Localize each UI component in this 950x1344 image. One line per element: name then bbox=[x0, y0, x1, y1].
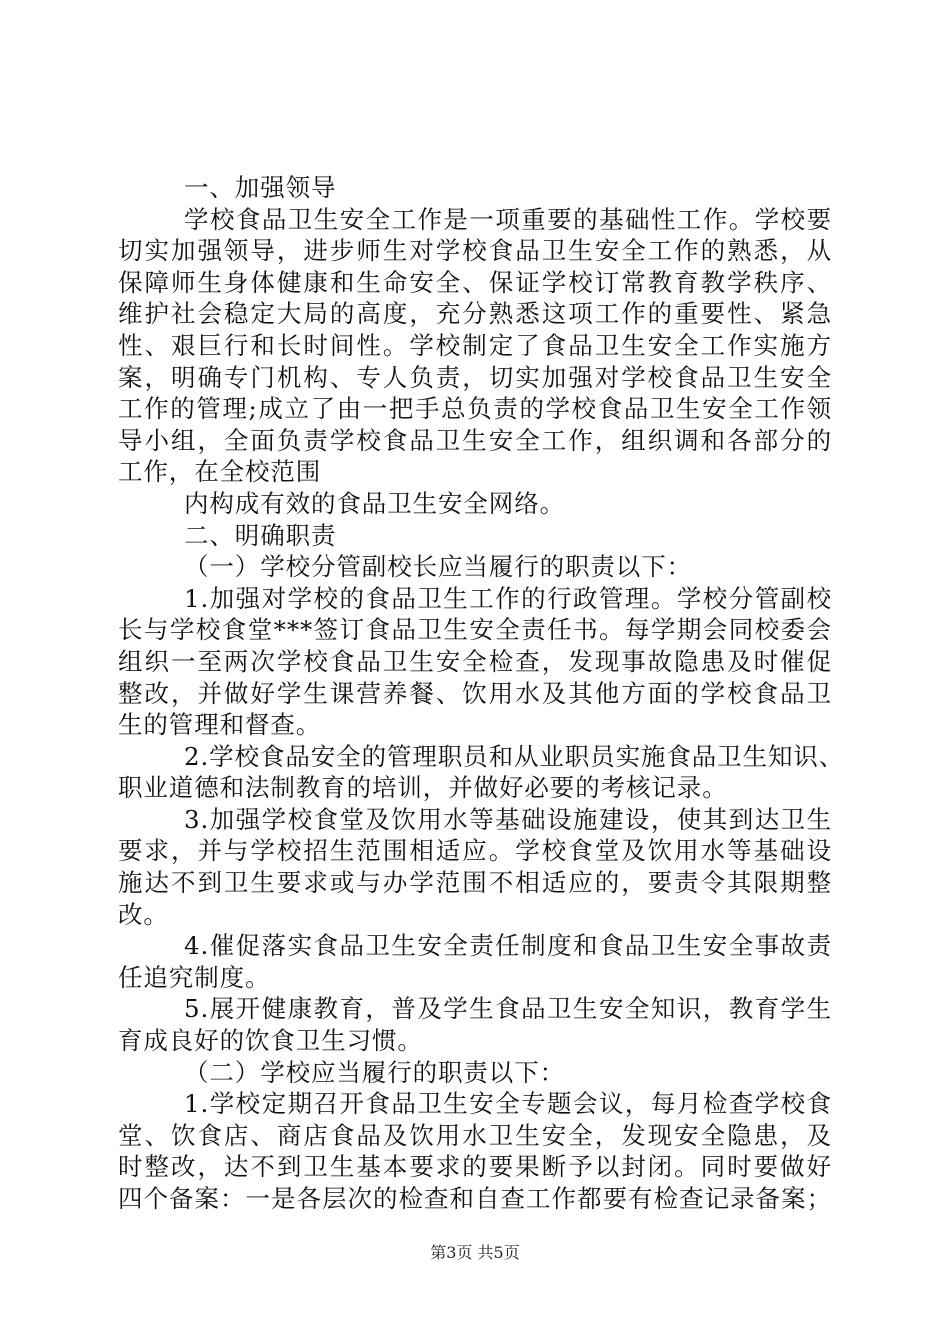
list-item-line: 生的管理和督查。 bbox=[118, 710, 322, 740]
list-item-line: 堂、饮食店、商店食品及饮用水卫生安全，发现安全隐患，及 bbox=[118, 1120, 832, 1150]
list-item-line: 2.学校食品安全的管理职员和从业职员实施食品卫生知识、 bbox=[184, 741, 845, 771]
list-item-line: 任追究制度。 bbox=[118, 962, 271, 992]
paragraph-line: 工作的管理;成立了由一把手总负责的学校食品卫生安全工作领 bbox=[118, 394, 832, 424]
list-item-line: 1.学校定期召开食品卫生安全专题会议，每月检查学校食 bbox=[184, 1089, 832, 1119]
subsection-heading: （一）学校分管副校长应当履行的职责以下： bbox=[184, 552, 692, 582]
paragraph-line: 保障师生身体健康和生命安全、保证学校订常教育教学秩序、 bbox=[118, 267, 832, 297]
section-heading: 一、加强领导 bbox=[184, 173, 337, 202]
paragraph-line: 案，明确专门机构、专人负责，切实加强对学校食品卫生安全 bbox=[118, 362, 832, 392]
list-item-line: 整改，并做好学生课营养餐、饮用水及其他方面的学校食品卫 bbox=[118, 678, 832, 708]
list-item-line: 改。 bbox=[118, 899, 169, 929]
list-item-line: 3.加强学校食堂及饮用水等基础设施建设，使其到达卫生 bbox=[184, 804, 832, 834]
list-item-line: 5.展开健康教育，普及学生食品卫生安全知识，教育学生 bbox=[184, 994, 832, 1024]
section-heading: 二、明确职责 bbox=[184, 520, 337, 550]
list-item-line: 职业道德和法制教育的培训，并做好必要的考核记录。 bbox=[118, 773, 728, 803]
list-item-line: 四个备案：一是各层次的检查和自查工作都要有检查记录备案； bbox=[118, 1184, 832, 1213]
document-body bbox=[118, 172, 845, 1215]
paragraph-line: 学校食品卫生安全工作是一项重要的基础性工作。学校要 bbox=[184, 204, 832, 234]
paragraph-line: 工作，在全校范围 bbox=[118, 457, 322, 487]
list-item-line: 组织一至两次学校食品卫生安全检查，发现事故隐患及时催促 bbox=[118, 646, 832, 676]
paragraph-line: 切实加强领导，进步师生对学校食品卫生安全工作的熟悉，从 bbox=[118, 236, 832, 266]
list-item-line: 育成良好的饮食卫生习惯。 bbox=[118, 1026, 423, 1056]
list-item-line: 1.加强对学校的食品卫生工作的行政管理。学校分管副校 bbox=[184, 583, 832, 613]
paragraph-line: 导小组，全面负责学校食品卫生安全工作，组织调和各部分的 bbox=[118, 425, 832, 455]
paragraph-line: 性、艰巨行和长时间性。学校制定了食品卫生安全工作实施方 bbox=[118, 330, 832, 360]
list-item-line: 长与学校食堂***签订食品卫生安全责任书。每学期会同校委会 bbox=[118, 615, 832, 645]
list-item-line: 时整改，达不到卫生基本要求的要果断予以封闭。同时要做好 bbox=[118, 1152, 832, 1182]
subsection-heading: （二）学校应当履行的职责以下： bbox=[184, 1057, 565, 1087]
list-item-line: 要求，并与学校招生范围相适应。学校食堂及饮用水等基础设 bbox=[118, 836, 832, 866]
list-item-line: 4.催促落实食品卫生安全责任制度和食品卫生安全事故责 bbox=[184, 931, 832, 961]
page-number: 第3页 共5页 bbox=[430, 1243, 520, 1262]
paragraph-line: 维护社会稳定大局的高度，充分熟悉这项工作的重要性、紧急 bbox=[118, 299, 832, 329]
paragraph-line: 内构成有效的食品卫生安全网络。 bbox=[184, 488, 565, 518]
list-item-line: 施达不到卫生要求或与办学范围不相适应的，要责令其限期整 bbox=[118, 868, 832, 898]
